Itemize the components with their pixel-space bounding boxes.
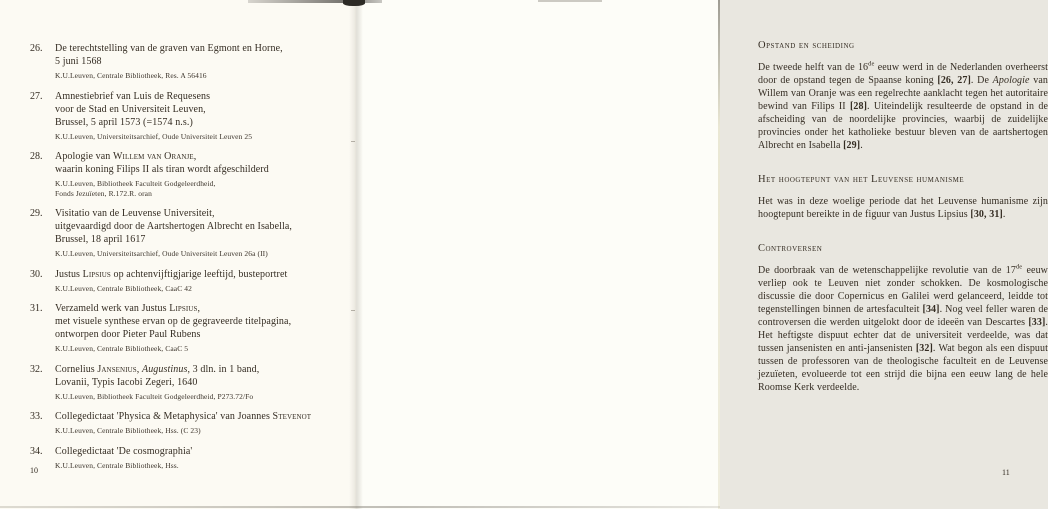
text-segment: . bbox=[860, 140, 863, 151]
text-section bbox=[758, 40, 1048, 152]
item-title-line bbox=[55, 150, 352, 163]
text-segment: Het was in deze woelige periode dat het Leuvense humanisme zijn hoogtepunt bereikte in de figuur van Justus Lipsius bbox=[758, 196, 1048, 220]
item-number: 32. bbox=[30, 363, 43, 375]
item-references bbox=[55, 179, 352, 198]
item-title-line bbox=[55, 55, 352, 68]
text-segment: Brussel, 18 april 1617 bbox=[55, 234, 146, 245]
item-title-line bbox=[55, 163, 352, 176]
text-segment: . Het heftigste dispuut echter dat de universiteit verdeelde, was dat tussen jansenisten en anti-jansenisten bbox=[758, 317, 1048, 354]
item-body bbox=[55, 363, 352, 402]
item-reference: K.U.Leuven, Centrale Bibliotheek, Res. A 56416 bbox=[55, 71, 207, 80]
catalog-item bbox=[30, 410, 352, 436]
spine-top-blob-mark bbox=[343, 0, 365, 6]
item-body bbox=[55, 268, 352, 294]
text-segment: Amnestiebrief van Luis de Requesens bbox=[55, 90, 211, 102]
text-segment: [30, 31] bbox=[970, 209, 1003, 220]
bottom-page-edge bbox=[0, 506, 720, 508]
text-segment: eeuw werd in de Nederlanden overheerst door de opstand tegen de Spaanse koning bbox=[758, 62, 1048, 86]
text-segment: , 3 dln. in 1 band, bbox=[187, 363, 260, 375]
item-references bbox=[55, 426, 352, 436]
item-body bbox=[55, 302, 352, 354]
text-segment: De doorbraak van de wetenschappelijke revolutie van de 17 bbox=[758, 265, 1016, 276]
text-sections bbox=[758, 40, 1048, 416]
item-body bbox=[55, 90, 352, 142]
item-number: 31. bbox=[30, 303, 43, 314]
text-segment: [28] bbox=[849, 101, 868, 112]
paragraph bbox=[758, 264, 1048, 394]
item-body bbox=[55, 150, 352, 198]
text-segment: waarin koning Filips II als tiran wordt afgeschilderd bbox=[55, 164, 269, 175]
item-reference: K.U.Leuven, Universiteitsarchief, Oude Universiteit Leuven 26a (II) bbox=[55, 249, 268, 258]
text-segment: Lovanii, Typis Iacobi Zegeri, 1640 bbox=[55, 376, 198, 388]
item-number: 29. bbox=[30, 208, 43, 219]
text-segment: ontworpen door Pieter Paul Rubens bbox=[55, 329, 201, 340]
item-references bbox=[55, 249, 352, 259]
item-body bbox=[55, 445, 352, 471]
superscript-text: de bbox=[868, 60, 875, 68]
catalog-item bbox=[30, 268, 352, 294]
text-segment: [26, 27] bbox=[937, 75, 971, 86]
paragraph bbox=[758, 195, 1048, 221]
text-segment: Visitatio van de Leuvense Universiteit, bbox=[55, 208, 215, 219]
item-number: 27. bbox=[30, 90, 43, 102]
text-segment: Lipsius bbox=[169, 303, 198, 314]
item-reference: K.U.Leuven, Centrale Bibliotheek, CaaC 42 bbox=[55, 283, 192, 293]
text-segment: [33] bbox=[1028, 317, 1046, 328]
item-references bbox=[55, 71, 352, 81]
text-segment: [32] bbox=[915, 343, 933, 354]
page-edge-tick bbox=[351, 141, 355, 142]
item-references bbox=[55, 132, 352, 142]
text-segment: [29] bbox=[843, 140, 861, 151]
text-segment: 5 juni 1568 bbox=[55, 56, 102, 67]
text-segment: Verzameld werk van Justus bbox=[55, 303, 170, 314]
item-body bbox=[55, 410, 352, 436]
item-reference: Fonds Jezuïeten, R.172.R. oran bbox=[55, 188, 152, 198]
right-page-edge bbox=[718, 0, 720, 509]
catalog-item bbox=[30, 207, 352, 259]
text-segment: Stevenot bbox=[272, 411, 312, 422]
text-segment: Apologie bbox=[992, 75, 1030, 86]
left-page bbox=[0, 0, 356, 509]
item-references bbox=[55, 344, 352, 354]
item-title-line bbox=[55, 302, 352, 315]
item-title-line bbox=[55, 90, 352, 103]
page-number-right: 11 bbox=[1002, 468, 1010, 477]
item-title-line bbox=[55, 220, 352, 233]
item-body bbox=[55, 207, 352, 259]
item-reference: K.U.Leuven, Bibliotheek Faculteit Godgeleerdheid, P273.72/Fo bbox=[55, 391, 254, 401]
text-segment: Cornelius bbox=[55, 363, 98, 375]
text-segment: De tweede helft van de 16 bbox=[758, 62, 869, 73]
catalog-item bbox=[30, 302, 352, 354]
superscript-text: de bbox=[1015, 263, 1023, 271]
text-segment: van Willem van Oranje was een regelrechte aanklacht tegen het autoritaire bewind van Filips II bbox=[758, 75, 1048, 112]
item-number: 34. bbox=[30, 445, 43, 457]
item-reference: K.U.Leuven, Centrale Bibliotheek, Hss. (C 23) bbox=[55, 426, 201, 435]
text-segment: [34] bbox=[922, 304, 940, 315]
text-segment: met visuele synthese ervan op de gegraveerde titelpagina, bbox=[55, 316, 292, 327]
text-segment: Justus bbox=[55, 268, 83, 280]
text-segment: . Wat begon als een dispuut tussen de professoren van de theologische faculteit en de Leuvense jezuïeten, evolueerde tot een strijd die bijna een eeuw lang de hele Roomse Kerk verdeelde. bbox=[758, 343, 1048, 393]
text-segment: , bbox=[193, 151, 197, 162]
section-heading: Opstand en scheiding bbox=[758, 40, 855, 51]
text-segment: , bbox=[197, 303, 201, 314]
item-title-line bbox=[55, 328, 352, 341]
item-number: 28. bbox=[30, 151, 43, 162]
item-reference: K.U.Leuven, Bibliotheek Faculteit Godgeleerdheid, bbox=[55, 179, 216, 188]
catalog-item bbox=[30, 445, 352, 471]
item-body bbox=[55, 42, 352, 81]
text-segment: uitgevaardigd door de Aartshertogen Albrecht en Isabella, bbox=[55, 221, 293, 232]
text-segment: Collegedictaat 'De cosmographia' bbox=[55, 445, 193, 457]
item-number: 33. bbox=[30, 411, 43, 422]
section-heading: Controversen bbox=[758, 243, 823, 254]
text-segment: De terechtstelling van de graven van Egmont en Horne, bbox=[55, 43, 283, 54]
text-segment: , bbox=[136, 363, 142, 375]
text-segment: voor de Stad en Universiteit Leuven, bbox=[55, 103, 206, 115]
page-edge-tick bbox=[351, 310, 355, 311]
section-heading: Het hoogtepunt van het Leuvense humanisme bbox=[758, 174, 965, 185]
text-segment: eeuw verliep ook te Leuven niet zonder schokken. De kosmologische discussie die door Copernicus en Galilei werd gelanceerd, leidde tot tegenstellingen binnen de artesfaculteit bbox=[758, 265, 1048, 315]
text-segment: Jansenius bbox=[97, 363, 137, 375]
item-title-line bbox=[55, 116, 352, 129]
text-section bbox=[758, 174, 1048, 221]
catalog-item bbox=[30, 42, 352, 81]
item-title-line bbox=[55, 363, 352, 376]
item-title-line bbox=[55, 207, 352, 220]
text-segment: Lipsius bbox=[82, 268, 111, 280]
text-segment: Willem van Oranje bbox=[112, 151, 194, 162]
text-segment: Augustinus bbox=[142, 363, 188, 375]
text-segment: op achtenvijftigjarige leeftijd, busteportret bbox=[110, 268, 288, 280]
item-number: 30. bbox=[30, 268, 43, 280]
catalog-item bbox=[30, 150, 352, 198]
catalog-item bbox=[30, 363, 352, 402]
catalog-list bbox=[30, 42, 352, 479]
item-reference: K.U.Leuven, Universiteitsarchief, Oude Universiteit Leuven 25 bbox=[55, 131, 253, 141]
item-references bbox=[55, 461, 352, 471]
item-title-line bbox=[55, 315, 352, 328]
item-number: 26. bbox=[30, 43, 43, 54]
paragraph bbox=[758, 61, 1048, 152]
right-page bbox=[356, 0, 1048, 509]
item-title-line bbox=[55, 268, 352, 281]
item-references bbox=[55, 284, 352, 294]
text-segment: Collegedictaat 'Physica & Metaphysica' van Joannes bbox=[55, 411, 273, 422]
text-segment: . bbox=[1002, 209, 1006, 220]
text-segment: . Uiteindelijk resulteerde de opstand in de afscheiding van de noordelijke provincies, waarbij de zuidelijke provincies onder het katholieke bestuur bleven van de aartshertogen Albrecht en Isabella bbox=[758, 101, 1048, 151]
page-number-left: 10 bbox=[30, 466, 38, 475]
item-title-line bbox=[55, 376, 352, 389]
text-segment: . Nog veel feller waren de controversen die werden uitgelokt door de ideeën van Descartes bbox=[758, 304, 1048, 328]
item-reference: K.U.Leuven, Centrale Bibliotheek, Hss. bbox=[55, 460, 179, 470]
item-title-line bbox=[55, 233, 352, 246]
item-title-line bbox=[55, 42, 352, 55]
item-title-line bbox=[55, 103, 352, 116]
text-section bbox=[758, 243, 1048, 394]
text-segment: . De bbox=[970, 75, 993, 86]
top-right-scan-smudge bbox=[538, 0, 602, 2]
item-title-line bbox=[55, 445, 352, 458]
text-segment: Brussel, 5 april 1573 (=1574 n.s.) bbox=[55, 116, 193, 128]
text-segment: Apologie van bbox=[55, 151, 113, 162]
catalog-item bbox=[30, 90, 352, 142]
item-title-line bbox=[55, 410, 352, 423]
item-references bbox=[55, 392, 352, 402]
item-reference: K.U.Leuven, Centrale Bibliotheek, CaaC 5 bbox=[55, 344, 189, 353]
